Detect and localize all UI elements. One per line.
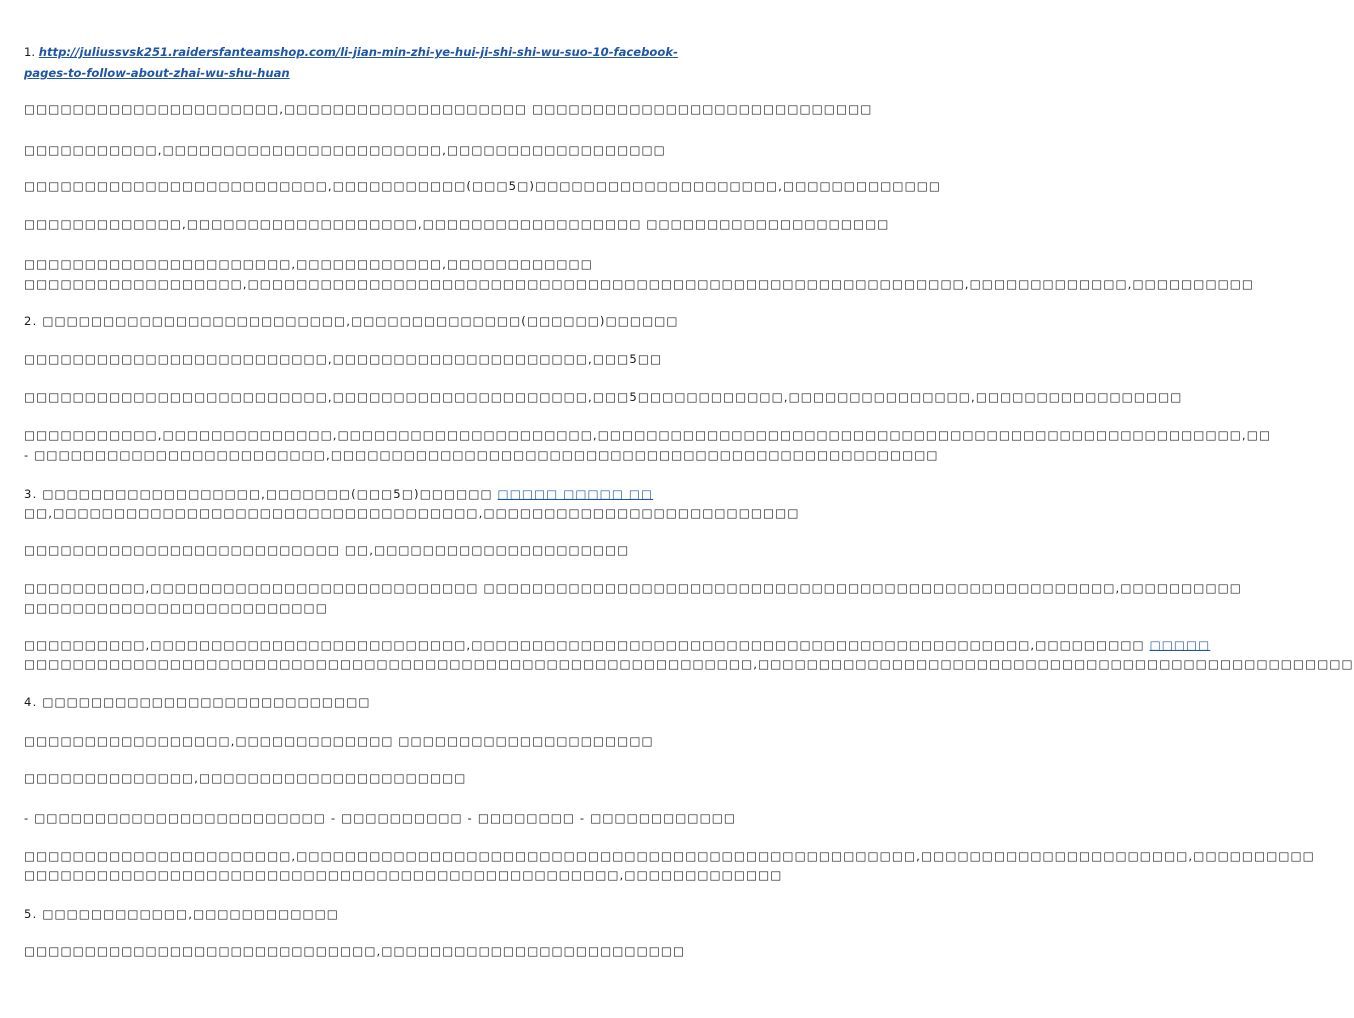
paragraph-3: □□□□□□□□□□□□□□□□□□□□□□□□□,□□□□□□□□□□□(□□□5□)□□□□□□□□□□□□□□□□□□□□,□□□□□□□□□□□□□ [24, 179, 942, 193]
paragraph-1: □□□□□□□□□□□□□□□□□□□□□,□□□□□□□□□□□□□□□□□□□□ □□□□□□□□□□□□□□□□□□□□□□□□□□□□ [24, 102, 873, 116]
paragraph-13-cont: □□□□□□□□□□□□□□□□□□□□□□□□□□□□□□□□□□□□□□□□□□□□□□□□□□□□□□□□□□□□,□□□□□□□□□□□□□□□□□□□□□□□□□□□□□□□□□□□□□□□□□□□□□□□□□ [24, 657, 1354, 671]
item-3-heading-cont: □□,□□□□□□□□□□□□□□□□□□□□□□□□□□□□□□□□□□□,□□□□□□□□□□□□□□□□□□□□□□□□□□ [24, 506, 800, 520]
item-1-heading-cont [24, 63, 698, 84]
paragraph-5-cont: □□□□□□□□□□□□□□□□□□,□□□□□□□□□□□□□□□□□□□□□□□□□□□□□□□□□□□□□□□□□□□□□□□□□□□□□□□□□□□,□□□□□□□□□□□□□,□□□□□□□□□□ [24, 277, 1255, 291]
item-3-heading [24, 484, 698, 505]
paragraph-9: □□□□□□□□□□□,□□□□□□□□□□□□□□,□□□□□□□□□□□□□□□□□□□□□,□□□□□□□□□□□□□□□□□□□□□□□□□□□□□□□□□□□□□□□□□□□□□□□□□□□□□,□□ [24, 428, 1272, 442]
item-2-heading: 2. □□□□□□□□□□□□□□□□□□□□□□□□□,□□□□□□□□□□□□□□(□□□□□□)□□□□□□ [24, 314, 679, 328]
paragraph-11: □□□□□□□□□□□□□□□□□□□□□□□□□□ □□,□□□□□□□□□□□□□□□□□□□□□ [24, 543, 630, 557]
bullet-list-line: - □□□□□□□□□□□□□□□□□□□□□□□□ - □□□□□□□□□□ - □□□□□□□□ - □□□□□□□□□□□□ [24, 811, 737, 825]
item-5-heading: 5. □□□□□□□□□□□□,□□□□□□□□□□□□ [24, 907, 339, 921]
paragraph-13-link[interactable]: □□□□□ [1149, 638, 1211, 652]
item-1-url-link-cont[interactable]: pages-to-follow-about-zhai-wu-shu-huan [24, 66, 290, 80]
paragraph-20: □□□□□□□□□□□□□□□□□□□□□□□□□□□□□,□□□□□□□□□□□□□□□□□□□□□□□□□ [24, 944, 686, 958]
item-1-url-link[interactable]: http://juliussvsk251.raidersfanteamshop.com/li-jian-min-zhi-ye-hui-ji-shi-shi-wu-suo-10-facebook- [38, 45, 678, 59]
paragraph-2: □□□□□□□□□□□,□□□□□□□□□□□□□□□□□□□□□□□,□□□□□□□□□□□□□□□□□□ [24, 143, 666, 157]
item-number: 1. [24, 45, 39, 59]
item-1-heading [24, 42, 698, 63]
paragraph-13-text: □□□□□□□□□□,□□□□□□□□□□□□□□□□□□□□□□□□□□,□□□□□□□□□□□□□□□□□□□□□□□□□□□□□□□□□□□□□□□□□□□□□□,□□□□□□□□□ [24, 638, 1150, 652]
item-3-link[interactable]: □□□□□ □□□□□ □□ [497, 487, 654, 501]
paragraph-7: □□□□□□□□□□□□□□□□□□□□□□□□□,□□□□□□□□□□□□□□□□□□□□□,□□□5□□ [24, 352, 663, 366]
item-3-text: 3. □□□□□□□□□□□□□□□□□□,□□□□□□□(□□□5□)□□□□□□ [24, 487, 498, 501]
paragraph-9-cont: - □□□□□□□□□□□□□□□□□□□□□□□□,□□□□□□□□□□□□□□□□□□□□□□□□□□□□□□□□□□□□□□□□□□□□□□□□□□ [24, 448, 939, 462]
item-4-heading: 4. □□□□□□□□□□□□□□□□□□□□□□□□□□□ [24, 695, 371, 709]
paragraph-12: □□□□□□□□□□,□□□□□□□□□□□□□□□□□□□□□□□□□□□ □□□□□□□□□□□□□□□□□□□□□□□□□□□□□□□□□□□□□□□□□□□□□□□□□□□□,□□□□□□□□□□ [24, 581, 1242, 595]
paragraph-4: □□□□□□□□□□□□□,□□□□□□□□□□□□□□□□□□□,□□□□□□□□□□□□□□□□□□ □□□□□□□□□□□□□□□□□□□□ [24, 217, 890, 231]
paragraph-18: □□□□□□□□□□□□□□□□□□□□□□,□□□□□□□□□□□□□□□□□□□□□□□□□□□□□□□□□□□□□□□□□□□□□□□□□□□,□□□□□□□□□□□□□□□□□□□□□□,□□□□□□□□□□ [24, 849, 1315, 863]
paragraph-5: □□□□□□□□□□□□□□□□□□□□□□,□□□□□□□□□□□□,□□□□□□□□□□□□ [24, 257, 593, 271]
paragraph-12-cont: □□□□□□□□□□□□□□□□□□□□□□□□□ [24, 601, 328, 615]
paragraph-16: □□□□□□□□□□□□□□,□□□□□□□□□□□□□□□□□□□□□□ [24, 771, 467, 785]
paragraph-18-cont: □□□□□□□□□□□□□□□□□□□□□□□□□□□□□□□□□□□□□□□□□□□□□□□□□,□□□□□□□□□□□□□ [24, 868, 783, 882]
paragraph-13 [24, 635, 1211, 656]
paragraph-8: □□□□□□□□□□□□□□□□□□□□□□□□□,□□□□□□□□□□□□□□□□□□□□□,□□□5□□□□□□□□□□□□,□□□□□□□□□□□□□□□,□□□□□□□□□□□□□□□□□ [24, 390, 1183, 404]
paragraph-15: □□□□□□□□□□□□□□□□□,□□□□□□□□□□□□□ □□□□□□□□□□□□□□□□□□□□□ [24, 734, 654, 748]
